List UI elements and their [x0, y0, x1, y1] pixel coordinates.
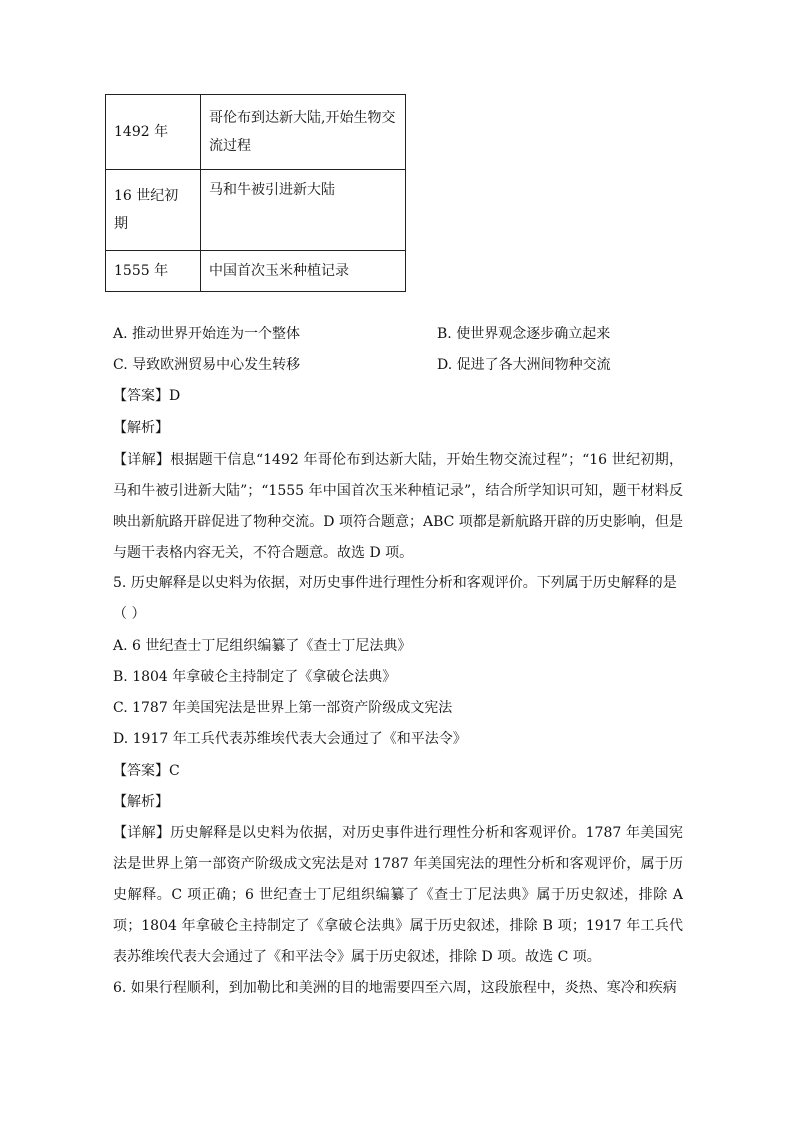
q4-option-a: A. 推动世界开始连为一个整体: [113, 326, 301, 342]
detail-text: 历史解释是以史料为依据，对历史事件进行理性分析和客观评价。1787 年美国宪法是世界上第一部资产阶级成文宪法是对 1787 年美国宪法的理性分析和客观评价，属于历史解释。C 项正确；6 世纪查士丁尼组织编纂了《查士丁尼法典》属于历史叙述，排除 A 项；1804 年拿破仑主持制定了《拿破仑法典》属于历史叙述，排除 B 项；1917 年工兵代表苏维埃代表大会通过了《和平法令》属于历史叙述，排除 D 项。故选 C 项。: [113, 825, 684, 965]
table-cell-event: 马和牛被引进新大陆: [201, 170, 406, 251]
answer-label: 【答案】: [113, 763, 169, 779]
timeline-table: [105, 94, 406, 292]
q4-detail: [113, 445, 683, 569]
q5-option-b: B. 1804 年拿破仑主持制定了《拿破仑法典》: [113, 669, 397, 685]
q6-stem: 6. 如果行程顺利，到加勒比和美洲的目的地需要四至六周，这段旅程中，炎热、寒冷和疾病: [113, 980, 677, 996]
q5-analysis-label: [113, 792, 169, 812]
q5-stem: [113, 568, 683, 630]
q4-answer-line: [113, 386, 180, 406]
table-cell-year: 16 世纪初期: [106, 170, 201, 251]
analysis-label: 【解析】: [113, 420, 169, 436]
table-cell-year: 1492 年: [106, 95, 201, 170]
table-cell-event: 哥伦布到达新大陆,开始生物交流过程: [201, 95, 406, 170]
table-cell-year: 1555 年: [106, 251, 201, 292]
detail-label: 【详解】: [113, 452, 171, 468]
table-row: [106, 170, 406, 251]
table-row: [106, 95, 406, 170]
q5-detail: [113, 818, 683, 973]
q4-option-c: C. 导致欧洲贸易中心发生转移: [113, 357, 301, 373]
q5-option-d: D. 1917 年工兵代表苏维埃代表大会通过了《和平法令》: [113, 731, 467, 747]
q4-option-d: D. 促进了各大洲间物种交流: [437, 357, 611, 373]
q5-answer-line: [113, 761, 180, 781]
detail-label: 【详解】: [113, 825, 171, 841]
q5-option-c: C. 1787 年美国宪法是世界上第一部资产阶级成文宪法: [113, 700, 453, 716]
answer-value: D: [169, 388, 181, 404]
analysis-label: 【解析】: [113, 794, 169, 810]
q4-analysis-label: [113, 418, 169, 438]
answer-value: C: [169, 763, 180, 779]
answer-blank: （ ）: [113, 606, 146, 622]
question-stem: 5. 历史解释是以史料为依据，对历史事件进行理性分析和客观评价。下列属于历史解释的是: [113, 575, 677, 591]
q4-option-b: B. 使世界观念逐步确立起来: [437, 326, 611, 342]
table-cell-event: 中国首次玉米种植记录: [201, 251, 406, 292]
q5-option-a: A. 6 世纪查士丁尼组织编纂了《查士丁尼法典》: [113, 638, 412, 654]
table-row: [106, 251, 406, 292]
answer-label: 【答案】: [113, 388, 169, 404]
detail-text: 根据题干信息“1492 年哥伦布到达新大陆，开始生物交流过程”；“16 世纪初期，马和牛被引进新大陆”；“1555 年中国首次玉米种植记录”，结合所学知识可知，题干材料反映出新航路开辟促进了物种交流。D 项符合题意；ABC 项都是新航路开辟的历史影响，但是与题干表格内容无关，不符合题意。故选 D 项。: [113, 452, 683, 561]
